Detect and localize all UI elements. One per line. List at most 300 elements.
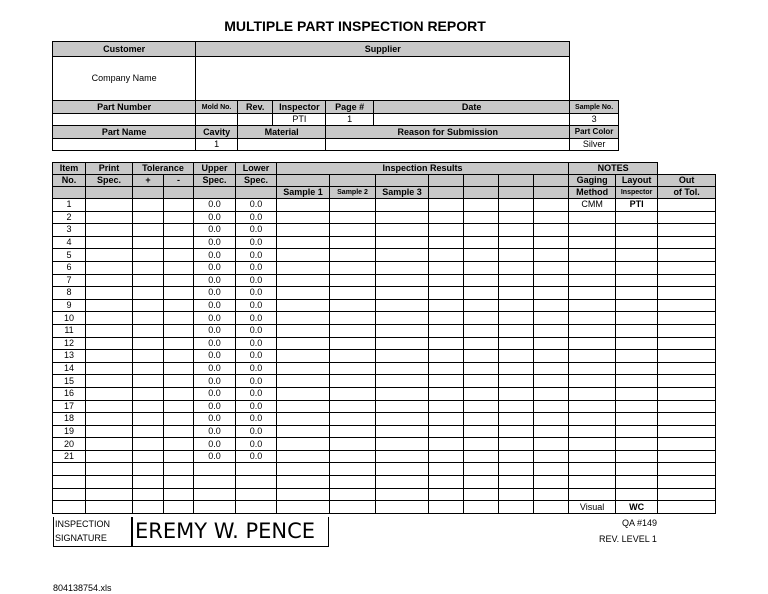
table-cell[interactable] [616, 387, 658, 400]
table-cell[interactable] [429, 199, 464, 212]
lower-spec-cell[interactable]: 0.0 [236, 375, 277, 388]
table-cell[interactable] [376, 425, 429, 438]
table-cell[interactable] [86, 387, 133, 400]
table-cell[interactable] [499, 350, 534, 363]
table-cell[interactable] [616, 261, 658, 274]
lower-spec-cell[interactable]: 0.0 [236, 287, 277, 300]
item-no-cell[interactable]: 1 [53, 199, 86, 212]
table-cell[interactable] [330, 236, 376, 249]
table-cell[interactable] [133, 476, 164, 489]
table-cell[interactable] [616, 413, 658, 426]
table-cell[interactable] [86, 224, 133, 237]
table-cell[interactable] [277, 312, 330, 325]
table-cell[interactable] [376, 463, 429, 476]
table-cell[interactable] [429, 287, 464, 300]
table-cell[interactable] [534, 425, 569, 438]
upper-spec-cell[interactable]: 0.0 [194, 387, 236, 400]
item-no-cell[interactable]: 3 [53, 224, 86, 237]
table-cell[interactable] [277, 249, 330, 262]
table-cell[interactable] [534, 375, 569, 388]
item-no-cell[interactable]: 6 [53, 261, 86, 274]
table-cell[interactable] [86, 312, 133, 325]
table-cell[interactable] [376, 362, 429, 375]
lower-spec-cell[interactable]: 0.0 [236, 312, 277, 325]
table-cell[interactable] [534, 299, 569, 312]
table-cell[interactable] [616, 362, 658, 375]
table-cell[interactable] [658, 413, 716, 426]
item-no-cell[interactable]: 13 [53, 350, 86, 363]
table-cell[interactable] [658, 350, 716, 363]
table-cell[interactable] [330, 274, 376, 287]
table-cell[interactable] [464, 488, 499, 501]
table-cell[interactable] [499, 249, 534, 262]
table-cell[interactable] [569, 413, 616, 426]
table-cell[interactable] [464, 375, 499, 388]
table-cell[interactable] [376, 287, 429, 300]
table-cell[interactable] [86, 274, 133, 287]
table-cell[interactable] [658, 501, 716, 514]
lower-spec-cell[interactable]: 0.0 [236, 261, 277, 274]
table-cell[interactable] [164, 387, 194, 400]
lower-spec-cell[interactable]: 0.0 [236, 236, 277, 249]
table-cell[interactable] [658, 287, 716, 300]
table-cell[interactable] [164, 375, 194, 388]
table-cell[interactable] [464, 476, 499, 489]
table-cell[interactable] [534, 249, 569, 262]
table-cell[interactable] [569, 324, 616, 337]
table-cell[interactable] [616, 324, 658, 337]
table-cell[interactable] [534, 211, 569, 224]
table-cell[interactable] [569, 387, 616, 400]
table-cell[interactable] [658, 324, 716, 337]
table-cell[interactable] [86, 450, 133, 463]
table-cell[interactable] [86, 375, 133, 388]
item-no-cell[interactable]: 9 [53, 299, 86, 312]
table-cell[interactable] [658, 425, 716, 438]
table-cell[interactable] [376, 501, 429, 514]
table-cell[interactable] [164, 312, 194, 325]
lower-spec-cell[interactable]: 0.0 [236, 299, 277, 312]
table-cell[interactable] [376, 312, 429, 325]
table-cell[interactable] [658, 199, 716, 212]
lower-spec-cell[interactable] [236, 501, 277, 514]
table-cell[interactable] [133, 387, 164, 400]
table-cell[interactable] [164, 350, 194, 363]
table-cell[interactable] [376, 224, 429, 237]
table-cell[interactable] [164, 299, 194, 312]
table-cell[interactable] [658, 299, 716, 312]
table-cell[interactable] [133, 211, 164, 224]
table-cell[interactable] [376, 450, 429, 463]
table-cell[interactable] [429, 450, 464, 463]
table-cell[interactable] [376, 350, 429, 363]
table-cell[interactable] [164, 337, 194, 350]
table-cell[interactable] [164, 400, 194, 413]
table-cell[interactable] [330, 224, 376, 237]
reason-value[interactable] [326, 139, 570, 151]
table-cell[interactable] [330, 337, 376, 350]
table-cell[interactable] [429, 425, 464, 438]
table-cell[interactable] [569, 211, 616, 224]
table-cell[interactable] [86, 362, 133, 375]
table-cell[interactable] [277, 287, 330, 300]
table-cell[interactable] [464, 450, 499, 463]
lower-spec-cell[interactable]: 0.0 [236, 362, 277, 375]
table-cell[interactable] [658, 312, 716, 325]
table-cell[interactable] [499, 362, 534, 375]
table-cell[interactable] [499, 337, 534, 350]
table-cell[interactable] [534, 413, 569, 426]
table-cell[interactable] [658, 488, 716, 501]
table-cell[interactable] [133, 337, 164, 350]
table-cell[interactable] [86, 350, 133, 363]
table-cell[interactable] [464, 261, 499, 274]
table-cell[interactable] [658, 400, 716, 413]
table-cell[interactable] [86, 299, 133, 312]
table-cell[interactable] [164, 488, 194, 501]
table-cell[interactable] [133, 287, 164, 300]
table-cell[interactable] [86, 438, 133, 451]
table-cell[interactable] [658, 261, 716, 274]
table-cell[interactable] [569, 274, 616, 287]
table-cell[interactable] [616, 400, 658, 413]
item-no-cell[interactable]: 11 [53, 324, 86, 337]
table-cell[interactable] [133, 274, 164, 287]
item-no-cell[interactable]: 15 [53, 375, 86, 388]
table-cell[interactable] [464, 312, 499, 325]
table-cell[interactable] [86, 476, 133, 489]
table-cell[interactable] [376, 476, 429, 489]
table-cell[interactable] [616, 450, 658, 463]
cavity-value[interactable]: 1 [196, 139, 238, 151]
upper-spec-cell[interactable]: 0.0 [194, 450, 236, 463]
table-cell[interactable] [277, 501, 330, 514]
table-cell[interactable] [376, 236, 429, 249]
table-cell[interactable] [330, 299, 376, 312]
item-no-cell[interactable]: 18 [53, 413, 86, 426]
table-cell[interactable] [534, 199, 569, 212]
table-cell[interactable] [616, 312, 658, 325]
table-cell[interactable] [376, 274, 429, 287]
table-cell[interactable] [133, 375, 164, 388]
item-no-cell[interactable]: 20 [53, 438, 86, 451]
table-cell[interactable] [277, 400, 330, 413]
table-cell[interactable] [86, 199, 133, 212]
lower-spec-cell[interactable]: 0.0 [236, 438, 277, 451]
table-cell[interactable] [499, 299, 534, 312]
table-cell[interactable] [133, 488, 164, 501]
table-cell[interactable] [499, 199, 534, 212]
table-cell[interactable] [499, 400, 534, 413]
table-cell[interactable] [330, 476, 376, 489]
table-cell[interactable] [164, 249, 194, 262]
table-cell[interactable] [133, 413, 164, 426]
table-cell[interactable] [277, 476, 330, 489]
table-cell[interactable] [499, 488, 534, 501]
table-cell[interactable] [164, 438, 194, 451]
item-no-cell[interactable]: 10 [53, 312, 86, 325]
upper-spec-cell[interactable]: 0.0 [194, 224, 236, 237]
table-cell[interactable] [86, 501, 133, 514]
table-cell[interactable] [534, 463, 569, 476]
table-cell[interactable] [429, 224, 464, 237]
table-cell[interactable] [534, 387, 569, 400]
table-cell[interactable] [464, 199, 499, 212]
table-cell[interactable] [534, 224, 569, 237]
table-cell[interactable] [164, 501, 194, 514]
table-cell[interactable] [464, 362, 499, 375]
table-cell[interactable] [429, 299, 464, 312]
table-cell[interactable] [499, 501, 534, 514]
table-cell[interactable] [569, 299, 616, 312]
table-cell[interactable] [376, 375, 429, 388]
table-cell[interactable] [277, 362, 330, 375]
gaging-method-cell[interactable]: Visual [569, 501, 616, 514]
table-cell[interactable] [616, 488, 658, 501]
layout-inspector-cell[interactable]: WC [616, 501, 658, 514]
rev-value[interactable] [237, 114, 273, 126]
part-color-value[interactable]: Silver [570, 139, 619, 151]
table-cell[interactable] [534, 287, 569, 300]
table-cell[interactable] [658, 249, 716, 262]
table-cell[interactable] [133, 350, 164, 363]
table-cell[interactable] [164, 324, 194, 337]
table-cell[interactable] [376, 387, 429, 400]
table-cell[interactable] [330, 450, 376, 463]
table-cell[interactable] [330, 199, 376, 212]
table-cell[interactable] [534, 400, 569, 413]
table-cell[interactable] [534, 476, 569, 489]
item-no-cell[interactable] [53, 476, 86, 489]
upper-spec-cell[interactable]: 0.0 [194, 350, 236, 363]
gaging-method-cell[interactable]: CMM [569, 199, 616, 212]
table-cell[interactable] [429, 488, 464, 501]
table-cell[interactable] [86, 236, 133, 249]
table-cell[interactable] [376, 337, 429, 350]
table-cell[interactable] [330, 425, 376, 438]
table-cell[interactable] [464, 211, 499, 224]
table-cell[interactable] [569, 450, 616, 463]
signature-field[interactable]: EREMY W. PENCE [132, 517, 329, 547]
table-cell[interactable] [277, 425, 330, 438]
table-cell[interactable] [464, 274, 499, 287]
table-cell[interactable] [464, 501, 499, 514]
table-cell[interactable] [164, 261, 194, 274]
table-cell[interactable] [86, 337, 133, 350]
table-cell[interactable] [330, 488, 376, 501]
table-cell[interactable] [658, 337, 716, 350]
table-cell[interactable] [569, 337, 616, 350]
table-cell[interactable] [569, 438, 616, 451]
table-cell[interactable] [133, 236, 164, 249]
table-cell[interactable] [464, 438, 499, 451]
table-cell[interactable] [499, 324, 534, 337]
upper-spec-cell[interactable]: 0.0 [194, 211, 236, 224]
table-cell[interactable] [658, 476, 716, 489]
table-cell[interactable] [429, 312, 464, 325]
table-cell[interactable] [658, 236, 716, 249]
table-cell[interactable] [534, 501, 569, 514]
table-cell[interactable] [277, 488, 330, 501]
table-cell[interactable] [376, 413, 429, 426]
table-cell[interactable] [164, 413, 194, 426]
table-cell[interactable] [464, 400, 499, 413]
table-cell[interactable] [499, 463, 534, 476]
customer-value[interactable]: Company Name [53, 57, 196, 101]
table-cell[interactable] [464, 350, 499, 363]
lower-spec-cell[interactable]: 0.0 [236, 425, 277, 438]
item-no-cell[interactable]: 19 [53, 425, 86, 438]
item-no-cell[interactable]: 21 [53, 450, 86, 463]
table-cell[interactable] [133, 463, 164, 476]
table-cell[interactable] [86, 211, 133, 224]
table-cell[interactable] [429, 236, 464, 249]
table-cell[interactable] [429, 438, 464, 451]
table-cell[interactable] [464, 413, 499, 426]
table-cell[interactable] [330, 438, 376, 451]
table-cell[interactable] [376, 249, 429, 262]
table-cell[interactable] [277, 438, 330, 451]
upper-spec-cell[interactable] [194, 488, 236, 501]
upper-spec-cell[interactable]: 0.0 [194, 362, 236, 375]
upper-spec-cell[interactable]: 0.0 [194, 299, 236, 312]
sample-no-value[interactable]: 3 [570, 114, 619, 126]
table-cell[interactable] [658, 362, 716, 375]
table-cell[interactable] [429, 375, 464, 388]
table-cell[interactable] [499, 224, 534, 237]
table-cell[interactable] [658, 450, 716, 463]
table-cell[interactable] [376, 324, 429, 337]
upper-spec-cell[interactable]: 0.0 [194, 337, 236, 350]
table-cell[interactable] [429, 274, 464, 287]
layout-inspector-cell[interactable]: PTI [616, 199, 658, 212]
table-cell[interactable] [164, 287, 194, 300]
table-cell[interactable] [499, 211, 534, 224]
upper-spec-cell[interactable]: 0.0 [194, 438, 236, 451]
lower-spec-cell[interactable]: 0.0 [236, 350, 277, 363]
lower-spec-cell[interactable] [236, 488, 277, 501]
table-cell[interactable] [534, 337, 569, 350]
upper-spec-cell[interactable]: 0.0 [194, 375, 236, 388]
table-cell[interactable] [277, 337, 330, 350]
table-cell[interactable] [569, 224, 616, 237]
table-cell[interactable] [133, 425, 164, 438]
table-cell[interactable] [277, 463, 330, 476]
table-cell[interactable] [464, 299, 499, 312]
table-cell[interactable] [658, 463, 716, 476]
lower-spec-cell[interactable]: 0.0 [236, 274, 277, 287]
table-cell[interactable] [534, 324, 569, 337]
item-no-cell[interactable]: 12 [53, 337, 86, 350]
table-cell[interactable] [330, 501, 376, 514]
lower-spec-cell[interactable]: 0.0 [236, 224, 277, 237]
upper-spec-cell[interactable]: 0.0 [194, 274, 236, 287]
table-cell[interactable] [133, 312, 164, 325]
lower-spec-cell[interactable]: 0.0 [236, 400, 277, 413]
material-value[interactable] [237, 139, 325, 151]
table-cell[interactable] [658, 211, 716, 224]
upper-spec-cell[interactable]: 0.0 [194, 287, 236, 300]
table-cell[interactable] [86, 463, 133, 476]
table-cell[interactable] [133, 362, 164, 375]
table-cell[interactable] [330, 387, 376, 400]
table-cell[interactable] [569, 400, 616, 413]
table-cell[interactable] [330, 261, 376, 274]
upper-spec-cell[interactable]: 0.0 [194, 413, 236, 426]
table-cell[interactable] [429, 324, 464, 337]
table-cell[interactable] [569, 287, 616, 300]
table-cell[interactable] [464, 236, 499, 249]
table-cell[interactable] [658, 438, 716, 451]
table-cell[interactable] [429, 337, 464, 350]
table-cell[interactable] [330, 249, 376, 262]
table-cell[interactable] [330, 324, 376, 337]
table-cell[interactable] [616, 274, 658, 287]
table-cell[interactable] [499, 274, 534, 287]
table-cell[interactable] [330, 287, 376, 300]
table-cell[interactable] [499, 476, 534, 489]
table-cell[interactable] [429, 249, 464, 262]
table-cell[interactable] [376, 438, 429, 451]
table-cell[interactable] [464, 337, 499, 350]
table-cell[interactable] [499, 425, 534, 438]
table-cell[interactable] [277, 211, 330, 224]
table-cell[interactable] [534, 312, 569, 325]
table-cell[interactable] [429, 413, 464, 426]
item-no-cell[interactable]: 16 [53, 387, 86, 400]
table-cell[interactable] [569, 362, 616, 375]
table-cell[interactable] [534, 362, 569, 375]
upper-spec-cell[interactable]: 0.0 [194, 236, 236, 249]
table-cell[interactable] [658, 274, 716, 287]
table-cell[interactable] [569, 375, 616, 388]
upper-spec-cell[interactable] [194, 463, 236, 476]
table-cell[interactable] [499, 413, 534, 426]
table-cell[interactable] [376, 299, 429, 312]
table-cell[interactable] [499, 450, 534, 463]
table-cell[interactable] [330, 312, 376, 325]
table-cell[interactable] [616, 337, 658, 350]
table-cell[interactable] [429, 501, 464, 514]
table-cell[interactable] [376, 488, 429, 501]
table-cell[interactable] [133, 224, 164, 237]
table-cell[interactable] [330, 400, 376, 413]
table-cell[interactable] [86, 413, 133, 426]
table-cell[interactable] [133, 400, 164, 413]
page-value[interactable]: 1 [326, 114, 374, 126]
item-no-cell[interactable]: 14 [53, 362, 86, 375]
table-cell[interactable] [277, 375, 330, 388]
table-cell[interactable] [616, 287, 658, 300]
table-cell[interactable] [164, 450, 194, 463]
lower-spec-cell[interactable]: 0.0 [236, 413, 277, 426]
table-cell[interactable] [277, 224, 330, 237]
table-cell[interactable] [133, 261, 164, 274]
table-cell[interactable] [277, 350, 330, 363]
table-cell[interactable] [164, 362, 194, 375]
item-no-cell[interactable] [53, 501, 86, 514]
upper-spec-cell[interactable]: 0.0 [194, 400, 236, 413]
part-name-value[interactable] [53, 139, 196, 151]
table-cell[interactable] [376, 400, 429, 413]
table-cell[interactable] [277, 387, 330, 400]
lower-spec-cell[interactable]: 0.0 [236, 324, 277, 337]
table-cell[interactable] [429, 211, 464, 224]
table-cell[interactable] [658, 387, 716, 400]
table-cell[interactable] [164, 463, 194, 476]
table-cell[interactable] [133, 299, 164, 312]
table-cell[interactable] [164, 211, 194, 224]
